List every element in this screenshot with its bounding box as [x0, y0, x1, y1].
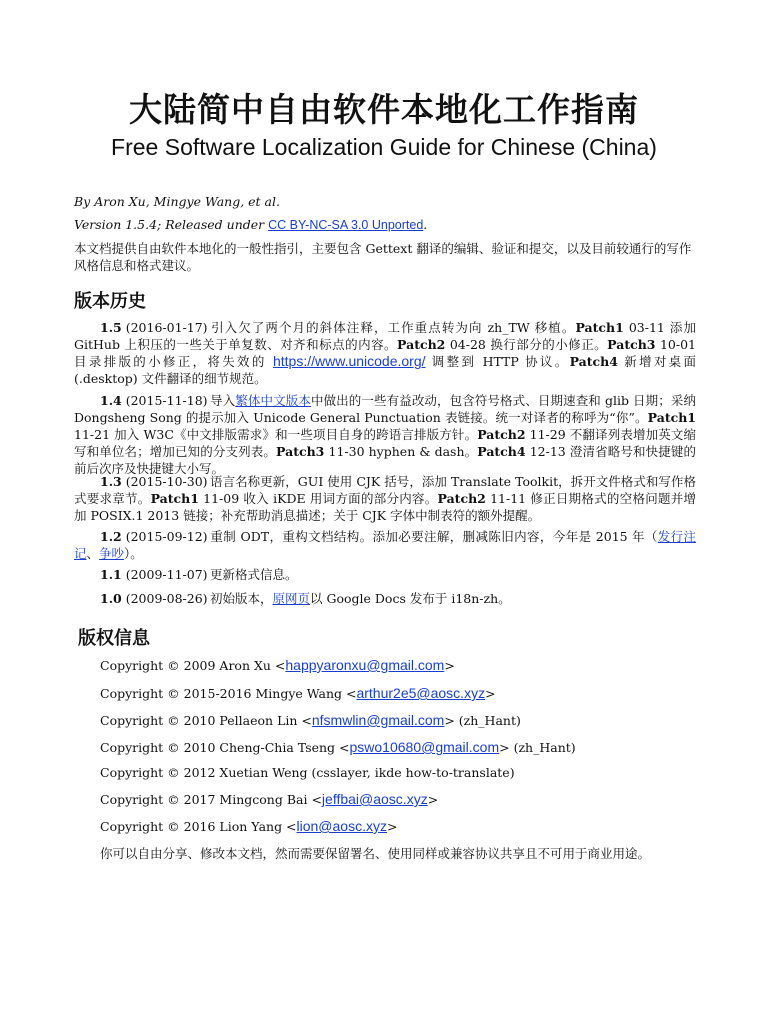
intro-paragraph: 本文档提供自由软件本地化的一般性指引，主要包含 Gettext 翻译的编辑、验证和提交，以及目前较通行的写作风格信息和格式建议。	[74, 241, 692, 273]
title-english: Free Software Localization Guide for Chinese (China)	[111, 134, 657, 160]
unicode-link[interactable]: https://www.unicode.org/	[272, 353, 426, 369]
entry-head: 1.4 (2015-11-18)	[100, 393, 208, 408]
email-link[interactable]: happyaronxu@gmail.com	[285, 657, 445, 673]
history-heading: 版本历史	[74, 291, 146, 312]
original-page-link[interactable]: 原网页	[272, 591, 311, 606]
entry-head: 1.5 (2016-01-17)	[100, 320, 208, 335]
entry-head: 1.0 (2009-08-26)	[100, 591, 208, 606]
copyright-line-pellaeon-lin: Copyright © 2010 Pellaeon Lin <nfsmwlin@gmail.com> (zh_Hant)	[100, 712, 521, 728]
license-note: 你可以自由分享、修改本文档，然而需要保留署名、使用同样或兼容协议共享且不可用于商业用途。	[100, 846, 651, 861]
entry-head: 1.3 (2015-10-30)	[100, 474, 208, 489]
debate-link[interactable]: 争吵	[99, 546, 125, 561]
history-entry-1-4: 1.4 (2015-11-18) 导入繁体中文版本中做出的一些有益改动，包含符号格式、日期速查和 glib 日期；采纳 Dongsheng Song 的提示加入 Unicode General Punctuation 表链接。统一对译者的称呼为“你”。Patch1 11-21 加入 W3C《中文排版需求》和一些项目自身的跨语言排版方针。Patch2 11-29 不翻译列表增加英文缩写和单位名；增加已知的分支列表。Patch3 11-30 hyphen & dash。Patch4 12-13 澄清省略号和快捷键的前后次序及快捷键大小写。	[74, 393, 696, 476]
copyright-heading: 版权信息	[78, 628, 150, 649]
license-link[interactable]: CC BY-NC-SA 3.0 Unported	[268, 218, 424, 232]
history-entry-1-2: 1.2 (2015-09-12) 重制 ODT，重构文档结构。添加必要注解，删减陈旧内容，今年是 2015 年（发行注记、争吵）。	[74, 529, 696, 561]
version-line	[74, 217, 427, 232]
copyright-line-aron-xu: Copyright © 2009 Aron Xu <happyaronxu@gmail.com>	[100, 657, 455, 673]
entry-head: 1.1 (2009-11-07)	[100, 567, 208, 582]
release-notes-link[interactable]: 发行注记	[74, 529, 696, 561]
history-entry-1-1: 1.1 (2009-11-07) 更新格式信息。	[74, 566, 696, 583]
email-link[interactable]: nfsmwlin@gmail.com	[311, 712, 445, 728]
history-entry-1-3: 1.3 (2015-10-30) 语言名称更新，GUI 使用 CJK 括号，添加 Translate Toolkit，拆开文件格式和写作格式要求章节。Patch1 11-09 收入 iKDE 用词方面的部分内容。Patch2 11-11 修正日期格式的空格问题并增加 POSIX.1 2013 链接；补充帮助消息描述；关于 CJK 字体中制表符的额外提醒。	[74, 474, 696, 523]
version-suffix: .	[423, 217, 428, 232]
copyright-line-cheng-chia-tseng: Copyright © 2010 Cheng-Chia Tseng <pswo10680@gmail.com> (zh_Hant)	[100, 739, 576, 755]
entry-head: 1.2 (2015-09-12)	[100, 529, 208, 544]
history-entry-1-0: 1.0 (2009-08-26) 初始版本，原网页以 Google Docs 发布于 i18n-zh。	[74, 590, 696, 607]
copyright-line-mingcong-bai: Copyright © 2017 Mingcong Bai <jeffbai@aosc.xyz>	[100, 791, 439, 807]
version-prefix: Version 1.5.4; Released under	[74, 217, 269, 232]
copyright-line-xuetian-weng: Copyright © 2012 Xuetian Weng (csslayer, ikde how-to-translate)	[100, 765, 515, 780]
authors-line: By Aron Xu, Mingye Wang, et al.	[74, 194, 280, 209]
email-link[interactable]: jeffbai@aosc.xyz	[321, 791, 428, 807]
copyright-line-lion-yang: Copyright © 2016 Lion Yang <lion@aosc.xyz>	[100, 818, 398, 834]
email-link[interactable]: pswo10680@gmail.com	[349, 739, 500, 755]
history-entry-1-5: 1.5 (2016-01-17) 引入欠了两个月的斜体注释，工作重点转为向 zh_TW 移植。Patch1 03-11 添加 GitHub 上积压的一些关于单复数、对齐和标点的内容。Patch2 04-28 换行部分的小修正。Patch3 10-01 目录排版的小修正，将失效的 https://www.unicode.org/ 调整到 HTTP 协议。Patch4 新增对桌面 (.desktop) 文件翻译的细节规范。	[74, 320, 697, 386]
copyright-line-mingye-wang: Copyright © 2015-2016 Mingye Wang <arthur2e5@aosc.xyz>	[100, 685, 496, 701]
traditional-chinese-link[interactable]: 繁体中文版本	[235, 393, 311, 408]
email-link[interactable]: lion@aosc.xyz	[296, 818, 387, 834]
title-chinese: 大陆简中自由软件本地化工作指南	[129, 90, 639, 129]
email-link[interactable]: arthur2e5@aosc.xyz	[356, 685, 486, 701]
